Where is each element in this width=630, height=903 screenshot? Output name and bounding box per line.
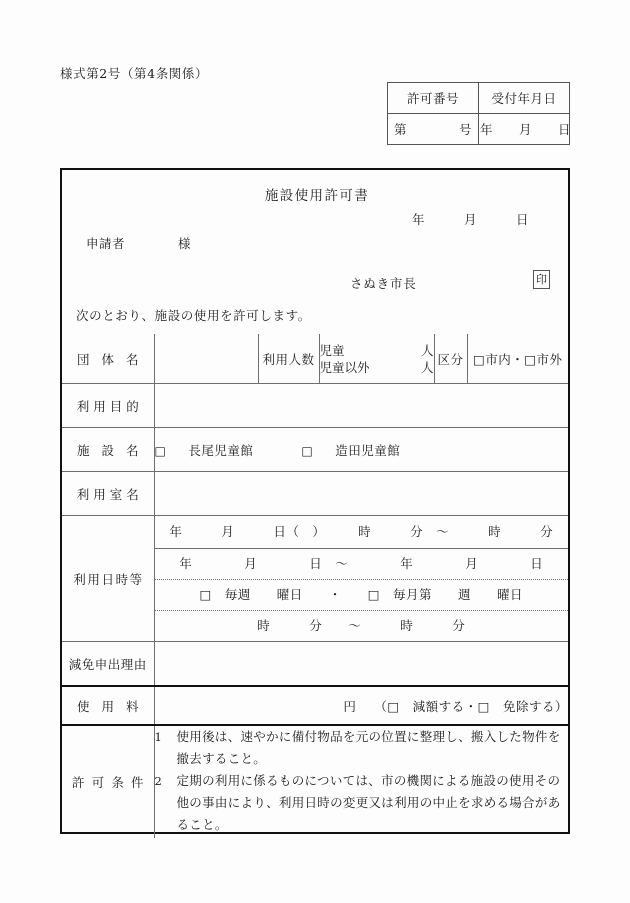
form-number: 様式第2号（第4条関係）	[60, 66, 209, 81]
table-row-room	[62, 472, 568, 516]
room-name-value[interactable]	[154, 472, 568, 516]
people-count-breakdown[interactable]	[319, 334, 434, 384]
issuer-name: さぬき市長	[350, 276, 417, 291]
condition-item-1	[155, 726, 569, 770]
people-count-label: 利用人数	[258, 334, 319, 384]
permit-table-value-row	[388, 114, 570, 145]
condition-number-2: 2	[154, 774, 163, 788]
fee-value-area[interactable]	[154, 686, 568, 725]
condition-item-2	[155, 770, 569, 836]
main-form-frame	[60, 168, 570, 834]
group-name-label: 団 体 名	[62, 334, 154, 384]
group-name-value[interactable]	[154, 334, 258, 384]
reduction-reason-label: 減免申出理由	[62, 642, 154, 687]
conditions-label: 許 可 条 件	[62, 725, 154, 838]
fee-reduction-options[interactable]: （□ 減額する・□ 免除する）	[374, 698, 568, 714]
datetime-line-single[interactable]: 年 月 日（ ） 時 分 ～ 時 分	[155, 516, 569, 549]
permit-number-value[interactable]: 第 号	[388, 114, 479, 145]
applicant-line	[86, 234, 191, 252]
checkbox-nagao-icon[interactable]: □	[154, 443, 167, 458]
purpose-label: 利用目的	[62, 384, 154, 428]
permit-number-header: 許可番号	[388, 83, 479, 114]
page-title: 施設使用許可書	[264, 188, 370, 204]
seal-stamp-icon: 印	[533, 270, 550, 289]
facility-option-nagao[interactable]: 長尾児童館	[188, 442, 254, 458]
datetime-label: 利用日時等	[62, 516, 154, 642]
purpose-value[interactable]	[154, 384, 568, 428]
table-row-fee	[62, 686, 568, 725]
table-row-datetime	[62, 516, 568, 642]
children-label: 児童	[319, 342, 345, 358]
applicant-label: 申請者	[86, 236, 126, 251]
conditions-content	[154, 725, 568, 838]
table-row-conditions	[62, 725, 568, 838]
division-label: 区分	[434, 334, 467, 384]
children-unit: 人	[420, 342, 434, 358]
table-row-facility	[62, 428, 568, 472]
checkbox-zouda-icon[interactable]: □	[301, 443, 314, 458]
receipt-date-header: 受付年月日	[479, 83, 570, 114]
permit-number-table	[387, 82, 570, 145]
table-row-reduction-reason	[62, 642, 568, 687]
facility-name-label: 施 設 名	[62, 428, 154, 472]
table-row-group-name	[62, 334, 568, 384]
condition-text-2: 定期の利用に係るものについては、市の機関による施設の使用その他の事由により、利用日時の変更又は利用の中止を求める場合があること。	[176, 773, 561, 832]
fee-unit: 円	[343, 698, 357, 714]
non-children-label: 児童以外	[319, 359, 370, 375]
issue-date-line[interactable]: 年 月 日	[412, 212, 530, 227]
datetime-subrows	[154, 516, 568, 642]
facility-option-zouda[interactable]: 造田児童館	[335, 442, 401, 458]
datetime-line-recurring[interactable]: □ 毎週 曜日 ・ □ 毎月第 週 曜日	[155, 580, 569, 611]
table-row-purpose	[62, 384, 568, 428]
datetime-line-range[interactable]: 年 月 日 ～ 年 月 日	[155, 549, 569, 580]
reduction-reason-value[interactable]	[154, 642, 568, 687]
room-name-label: 利用室名	[62, 472, 154, 516]
permit-table-header-row	[388, 83, 570, 114]
division-options[interactable]: □市内・□市外	[467, 334, 568, 384]
lead-sentence: 次のとおり、施設の使用を許可します。	[76, 308, 311, 323]
applicant-honorific: 様	[178, 236, 192, 251]
receipt-date-value[interactable]: 年 月 日	[479, 114, 570, 145]
facility-options[interactable]	[154, 428, 568, 472]
form-grid-table	[62, 334, 568, 838]
non-children-count-line	[320, 359, 434, 376]
datetime-line-time[interactable]: 時 分 ～ 時 分	[257, 618, 466, 633]
children-count-line	[320, 342, 434, 359]
condition-text-1: 使用後は、速やかに備付物品を元の位置に整理し、搬入した物件を撤去すること。	[176, 729, 561, 766]
fee-label: 使 用 料	[62, 686, 154, 725]
non-children-unit: 人	[420, 359, 434, 375]
condition-number-1: 1	[154, 730, 163, 744]
